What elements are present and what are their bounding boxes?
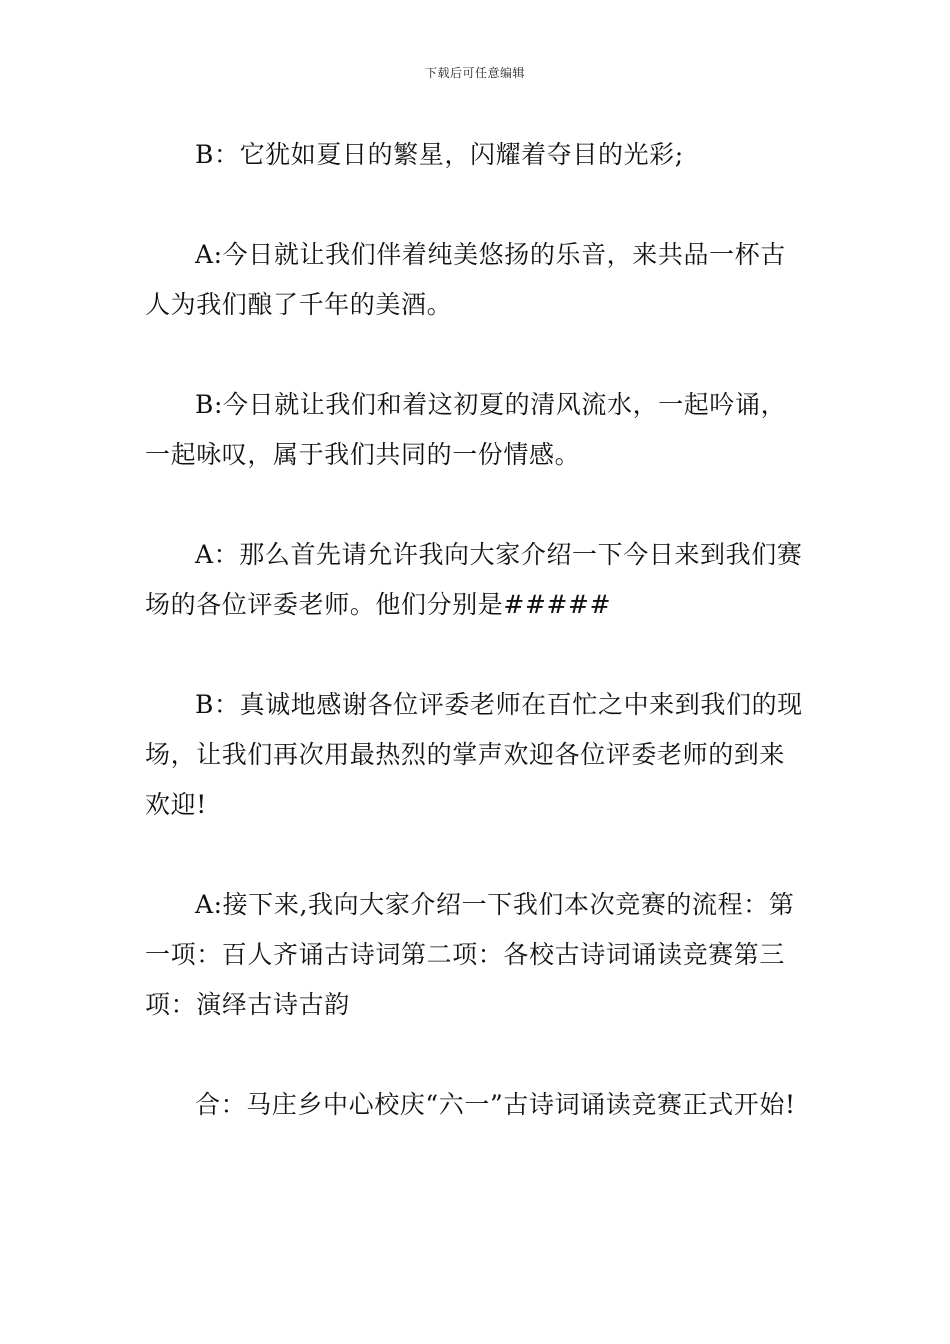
document-body xyxy=(145,130,810,1180)
page-header: 下载后可任意编辑 xyxy=(424,66,525,80)
paragraph-4: A：那么首先请允许我向大家介绍一下今日来到我们赛场的各位评委老师。他们分别是##### xyxy=(145,540,803,619)
paragraph-3: B:今日就让我们和着这初夏的清风流水，一起吟诵，一起咏叹，属于我们共同的一份情感。 xyxy=(145,390,787,469)
paragraph-2: A:今日就让我们伴着纯美悠扬的乐音，来共品一杯古人为我们酿了千年的美酒。 xyxy=(145,240,786,319)
paragraph-1: B：它犹如夏日的繁星，闪耀着夺目的光彩; xyxy=(195,140,684,169)
paragraph-7: 合：马庄乡中心校庆“六一”古诗词诵读竞赛正式开始! xyxy=(195,1090,796,1119)
paragraph-6: A:接下来,我向大家介绍一下我们本次竞赛的流程：第一项：百人齐诵古诗词第二项：各校古诗词诵读竞赛第三项：演绎古诗古韵 xyxy=(145,890,795,1019)
paragraph-5: B：真诚地感谢各位评委老师在百忙之中来到我们的现场，让我们再次用最热烈的掌声欢迎各位评委老师的到来欢迎! xyxy=(145,690,803,819)
